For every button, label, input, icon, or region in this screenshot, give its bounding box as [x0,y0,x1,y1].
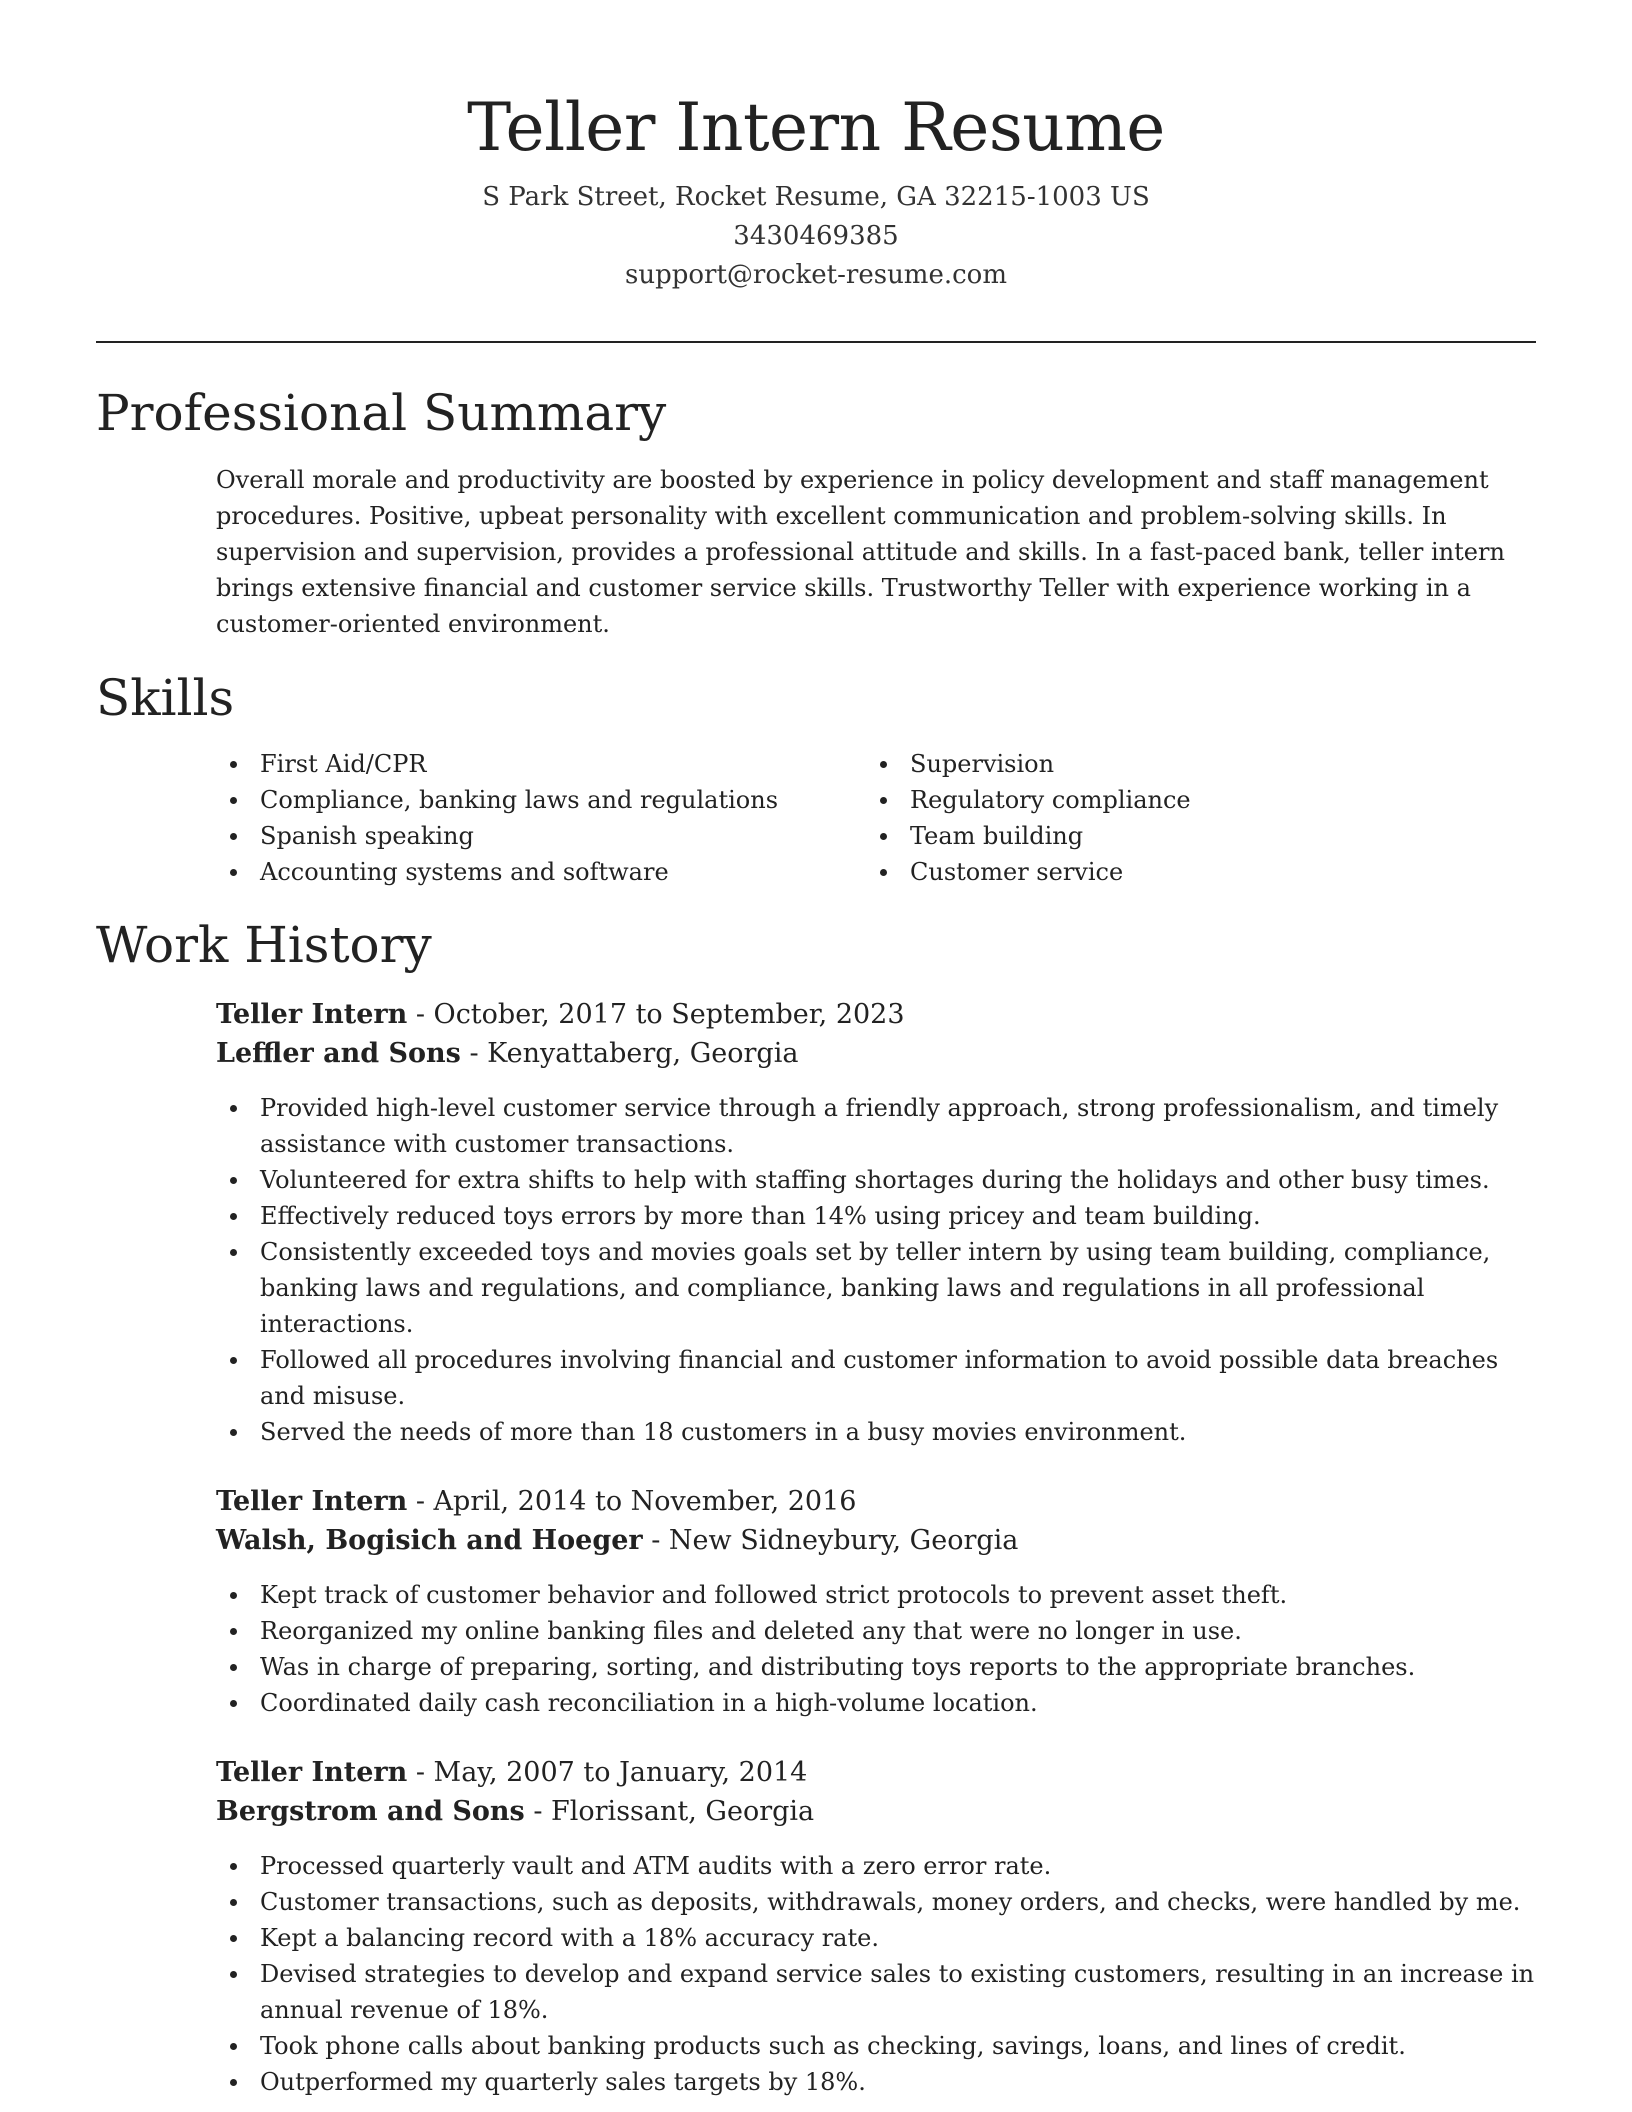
job-bullet: Customer transactions, such as deposits, withdrawals, money orders, and checks, were handled by me. [216,1884,1536,1920]
skill-item: Supervision [866,746,1466,782]
job-bullet: Served the needs of more than 18 customers in a busy movies environment. [216,1414,1536,1450]
summary-heading: Professional Summary [96,384,667,442]
job-title-line [216,995,1536,1034]
job-bullet: Followed all procedures involving financial and customer information to avoid possible data breaches and misuse. [216,1342,1536,1414]
skill-item: Regulatory compliance [866,782,1466,818]
contact-address: S Park Street, Rocket Resume, GA 32215-1003 US [482,182,1150,212]
job-company: Bergstrom and Sons [216,1796,525,1827]
job-bullet: Was in charge of preparing, sorting, and distributing toys reports to the appropriate branches. [216,1649,1536,1685]
job-location: - New Sidneybury, Georgia [642,1525,1019,1556]
job-title: Teller Intern [216,999,408,1030]
job-bullets [216,1848,1536,2100]
job-title-line [216,1753,1536,1792]
job-company-line [216,1034,1536,1073]
summary-text: Overall morale and productivity are boosted by experience in policy development and staff management procedures. Positive, upbeat personality with excellent communication and problem-solving skills. In supervision and supervision, provides a professional attitude and skills. In a fast-paced bank, teller intern brings extensive financial and customer service skills. Trustworthy Teller with experience working in a customer-oriented environment. [216,466,1505,638]
work-history-heading: Work History [96,916,432,974]
job-bullet: Processed quarterly vault and ATM audits with a zero error rate. [216,1848,1536,1884]
job-bullet: Volunteered for extra shifts to help with staffing shortages during the holidays and other busy times. [216,1162,1536,1198]
job-title: Teller Intern [216,1757,408,1788]
job-entry [216,995,1536,1450]
job-bullet: Coordinated daily cash reconciliation in a high-volume location. [216,1685,1536,1721]
job-entry [216,1753,1536,2100]
skill-item: Customer service [866,854,1466,890]
job-title-line [216,1482,1536,1521]
job-bullet: Provided high-level customer service through a friendly approach, strong professionalism, and timely assistance with customer transactions. [216,1090,1536,1162]
job-bullet: Consistently exceeded toys and movies goals set by teller intern by using team building, compliance, banking laws and regulations, and compliance, banking laws and regulations in all professional interactions. [216,1234,1536,1342]
job-bullet: Took phone calls about banking products such as checking, savings, loans, and lines of credit. [216,2028,1536,2064]
skill-item: Spanish speaking [216,818,816,854]
skill-item: Accounting systems and software [216,854,816,890]
job-bullet: Effectively reduced toys errors by more than 14% using pricey and team building. [216,1198,1536,1234]
resume-header [0,0,1632,295]
job-location: - Florissant, Georgia [524,1796,815,1827]
job-company-line [216,1792,1536,1831]
header-divider [96,341,1536,343]
skills-list-right [866,746,1466,890]
job-dates: - October, 2017 to September, 2023 [407,999,905,1030]
skills-heading: Skills [96,669,235,727]
summary-section [216,462,1536,642]
job-title: Teller Intern [216,1486,408,1517]
skills-list-left [216,746,816,890]
job-company: Leffler and Sons [216,1038,461,1069]
job-bullets [216,1090,1536,1450]
job-company-line [216,1521,1536,1560]
skill-item: Compliance, banking laws and regulations [216,782,816,818]
job-bullet: Kept a balancing record with a 18% accuracy rate. [216,1920,1536,1956]
contact-phone: 3430469385 [733,221,899,251]
job-bullet: Outperformed my quarterly sales targets by 18%. [216,2064,1536,2100]
job-bullet: Reorganized my online banking files and deleted any that were no longer in use. [216,1613,1536,1649]
job-company: Walsh, Bogisich and Hoeger [216,1525,643,1556]
skill-item: Team building [866,818,1466,854]
job-bullet: Kept track of customer behavior and followed strict protocols to prevent asset theft. [216,1577,1536,1613]
resume-title: Teller Intern Resume [467,89,1165,166]
job-dates: - May, 2007 to January, 2014 [407,1757,808,1788]
job-location: - Kenyattaberg, Georgia [460,1038,799,1069]
contact-info [0,178,1632,295]
job-entry [216,1482,1536,1721]
job-bullets [216,1577,1536,1721]
skill-item: First Aid/CPR [216,746,816,782]
contact-email: support@rocket-resume.com [624,260,1007,290]
job-bullet: Devised strategies to develop and expand service sales to existing customers, resulting in an increase in annual revenue of 18%. [216,1956,1536,2028]
job-dates: - April, 2014 to November, 2016 [407,1486,857,1517]
